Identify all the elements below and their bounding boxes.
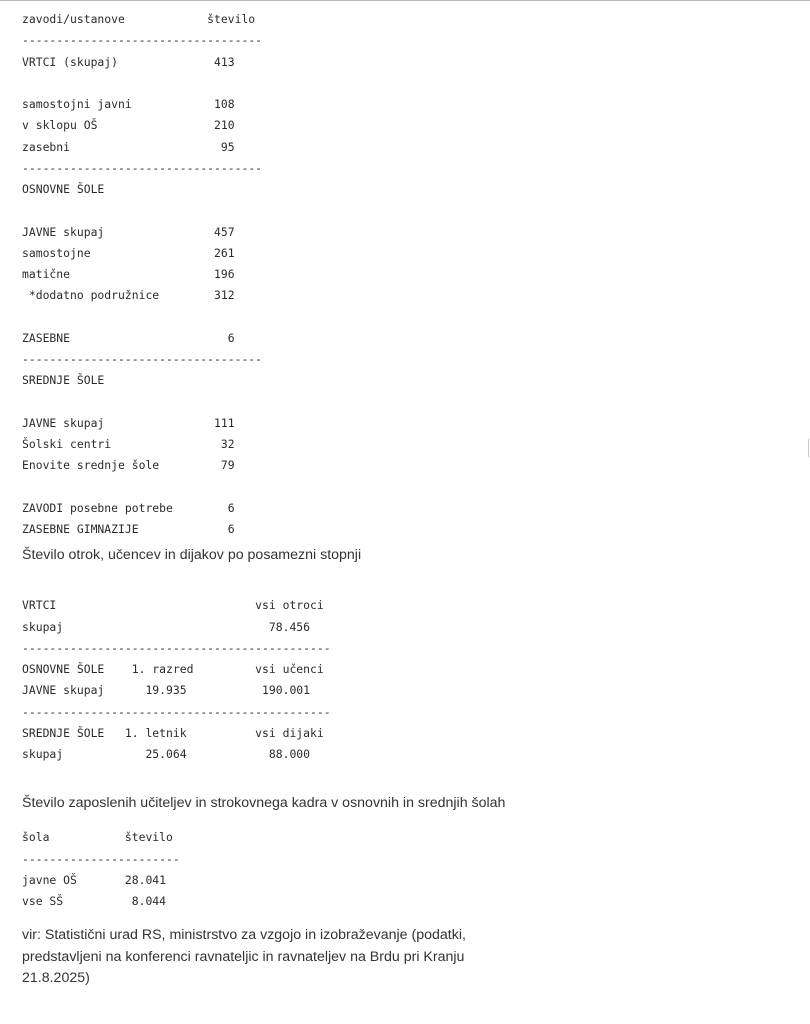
article-content: [22, 1, 792, 1004]
source-note: vir: Statistični urad RS, ministrstvo za vzgojo in izobraževanje (podatki, predstavljeni na konferenci ravnateljic in ravnateljev na Brdu pri Kranju 21.8.2025): [22, 927, 466, 987]
table-stevilo-zaposlenih: šola število ----------------------- javne OŠ 28.041 vse SŠ 8.044: [22, 830, 180, 908]
heading-stevilo-otrok: Število otrok, učencev in dijakov po posamezni stopnji: [22, 547, 362, 564]
heading-stevilo-zaposlenih: Število zaposlenih učiteljev in strokovnega kadra v osnovnih in srednjih šolah: [22, 795, 506, 812]
scrollbar-edge: [808, 439, 809, 457]
table-zavodi-ustanove: zavodi/ustanove število ----------------------------------- VRTCI (skupaj) 413 samostojni javni 108 v sklopu OŠ 210 zasebni 95 ----------------------------------- OSNOVNE ŠOLE JAVNE skupaj 457 samostojne 261 matične 196 *dodatno podružnice 312 ZASEBNE 6 ----------------------------------- SREDNJE ŠOLE JAVNE skupaj 111 Šolski centri 32 Enovite srednje šole 79 ZAVODI posebne potrebe 6 ZASEBNE GIMNAZIJE 6: [22, 12, 263, 536]
table-stevilo-otrok: VRTCI vsi otroci skupaj 78.456 --------------------------------------------- OSNOVNE ŠOLE 1. razred vsi učenci JAVNE skupaj 19.935 190.001 --------------------------------------------- SREDNJE ŠOLE 1. letnik vsi dijaki skupaj 25.064 88.000: [22, 598, 331, 761]
